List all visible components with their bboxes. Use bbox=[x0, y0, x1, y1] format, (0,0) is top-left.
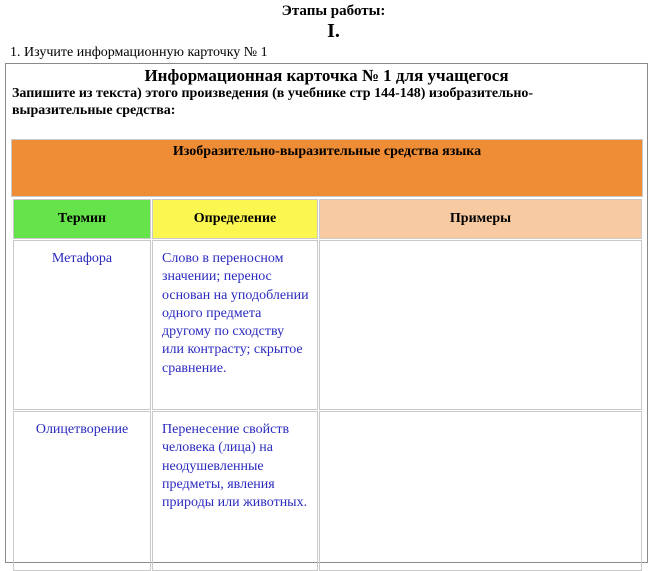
instruction-text: 1. Изучите информационную карточку № 1 bbox=[10, 45, 268, 60]
stages-heading: Этапы работы: bbox=[281, 3, 386, 19]
card-title: Информационная карточка № 1 для учащегося bbox=[144, 66, 509, 85]
table-header: Изобразительно-выразительные средства языка bbox=[11, 139, 643, 197]
stage-number: I. bbox=[327, 20, 340, 42]
row-1-examples-cell[interactable] bbox=[319, 240, 642, 410]
column-examples-header: Примеры bbox=[319, 199, 642, 239]
row-2-term: Олицетворение bbox=[13, 411, 151, 571]
row-2-definition: Перенесение свойств человека (лица) на неодушевленные предметы, явления природы или животных. bbox=[152, 411, 318, 571]
row-1-definition: Слово в переносном значении; перенос основан на уподоблении одного предмета другому по сходству или контрасту; скрытое сравнение. bbox=[152, 240, 318, 410]
column-definition-header: Определение bbox=[152, 199, 318, 239]
row-2-examples-cell[interactable] bbox=[319, 411, 642, 571]
row-1-term: Метафора bbox=[13, 240, 151, 410]
column-term-header: Термин bbox=[13, 199, 151, 239]
info-card bbox=[5, 63, 648, 563]
card-task: Запишите из текста) этого произведения (в учебнике стр 144-148) изобразительно-выразительные средства: bbox=[12, 86, 534, 118]
